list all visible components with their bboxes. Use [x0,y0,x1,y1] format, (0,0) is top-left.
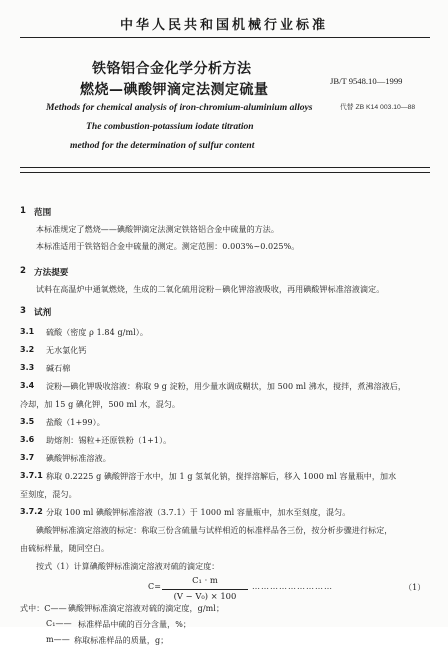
title-cn-line2: 燃烧—碘酸钾滴定法测定硫量 [80,82,269,98]
where-c1-symbol: C₁—— [46,619,72,628]
section-3-number: 3 [20,306,26,316]
section-2-line1: 试料在高温炉中通氧燃烧，生成的二氧化硫用淀粉－碘化钾溶液吸收，再用碘酸钾标准溶液滴定。 [36,285,385,294]
title-en-line1: Methods for chemical analysis of iron-chromium-aluminium alloys [46,102,313,113]
where-c-text: 碘酸钾标准滴定溶液对硫的滴定度，g/ml； [68,604,225,613]
document-page: 中华人民共和国机械行业标准 铁铬铝合金化学分析方法 燃烧—碘酸钾滴定法测定硫量 JB/T 9548.10—1999 代替 ZB K14 003.10—88 Methods for chemical analysis of iron-chromium-aluminium alloys The combustion-potassium iodate titration method for the determination of sulfur content 1 范围 本标准规定了燃烧——碘酸钾滴定法测定铁铬铝合金中硫量的方法。 本标准适用于铁铬铝合金中硫量的测定。测定范围：0.003%~0.025%。 2 方法提要 试料在高温炉中通氧燃烧，生成的二氧化硫用淀粉－碘化钾溶液吸收，再用碘酸钾标准溶液滴定。 3 试剂 3.1 硫酸（密度 ρ 1.84 g/ml）。 3.2 无水氯化钙 3.3 碱石棉 3.4 淀粉—碘化钾吸收溶液：称取 9 g 淀粉，用少量水调成糊状，加 500 ml 沸水，搅拌，煮沸溶液后， 冷却，加 15 g 碘化钾，500 ml 水，混匀。 3.5 盐酸（1+99）。 3.6 助熔剂：锡粒+还原铁粉（1+1）。 3.7 碘酸钾标准溶液。 3.7.1 称取 0.2225 g 碘酸钾溶于水中，加 1 g 氢氧化钠，搅拌溶解后，移入 1000 ml 容量瓶中，加水 至刻度，混匀。 3.7.2 分取 100 ml 碘酸钾标准溶液（3.7.1）于 1000 ml 容量瓶中，加水至刻度，混匀。 碘酸钾标准滴定溶液的标定：称取三份含硫量与试样相近的标准样品各三份，按分析步骤进行标定， 由硫标样量，随同空白。 按式（1）计算碘酸钾标准滴定溶液对硫的滴定度： C= C₁ · m (V − V₀) × 100 ……………………… （1） 式中：C—— 碘酸钾标准滴定溶液对硫的滴定度，g/ml； C₁—— 标准样品中硫的百分含量，%； m—— 称取标准样品的质量，g； [0,0,448,627]
reagent-3-7-1-text: 称取 0.2225 g 碘酸钾溶于水中，加 1 g 氢氧化钠，搅拌溶解后，移入 1000 ml 容量瓶中，加水 [46,472,397,481]
title-separator-top [20,167,430,168]
reagent-3-1-text: 硫酸（密度 ρ 1.84 g/ml）。 [46,328,149,337]
equation-lhs: C= [148,582,162,591]
section-1-number: 1 [20,206,26,216]
replaces-standard: 代替 ZB K14 003.10—88 [340,104,416,111]
reagent-3-2-number: 3.2 [20,345,35,354]
title-cn-line1: 铁铬铝合金化学分析方法 [92,61,252,77]
reagent-3-4-text: 淀粉—碘化钾吸收溶液：称取 9 g 淀粉，用少量水调成糊状，加 500 ml 沸水，搅拌，煮沸溶液后， [46,382,406,391]
section-1-line2: 本标准适用于铁铬铝合金中硫量的测定。测定范围：0.003%~0.025%。 [36,242,300,251]
title-separator-bottom [20,172,430,173]
calibration-paragraph-line2: 由硫标样量，随同空白。 [20,544,110,553]
standard-number: JB/T 9548.10—1999 [330,76,403,86]
reagent-3-7-2-number: 3.7.2 [20,507,43,516]
formula-intro: 按式（1）计算碘酸钾标准滴定溶液对硫的滴定度： [36,562,220,571]
section-3-heading: 试剂 [34,308,52,318]
reagent-3-6-text: 助熔剂：锡粒+还原铁粉（1+1）。 [46,436,172,445]
calibration-paragraph-line1: 碘酸钾标准滴定溶液的标定：称取三份含硫量与试样相近的标准样品各三份，按分析步骤进行标定， [36,526,393,535]
standard-category-header: 中华人民共和国机械行业标准 [119,18,328,33]
section-2-number: 2 [20,266,26,276]
equation-denominator: (V − V₀) × 100 [173,591,237,601]
reagent-3-7-1-continuation: 至刻度，混匀。 [20,490,77,499]
title-en-line3: method for the determination of sulfur content [70,140,255,151]
reagent-3-5-text: 盐酸（1+99）。 [46,418,105,427]
reagent-3-7-1-number: 3.7.1 [20,471,43,480]
where-m-text: 称取标准样品的质量，g； [74,636,169,645]
reagent-3-1-number: 3.1 [20,327,35,336]
reagent-3-2-text: 无水氯化钙 [46,346,87,355]
reagent-3-7-text: 碘酸钾标准溶液。 [46,454,111,463]
equation-tag: （1） [404,583,426,592]
where-c1-text: 标准样品中硫的百分含量，%； [78,620,192,629]
reagent-3-7-number: 3.7 [20,453,35,462]
title-en-line2: The combustion-potassium iodate titration [86,121,254,132]
reagent-3-4-number: 3.4 [20,381,35,390]
section-2-heading: 方法提要 [34,268,69,278]
reagent-3-4-continuation: 冷却，加 15 g 碘化钾，500 ml 水，混匀。 [20,400,181,409]
section-1-line1: 本标准规定了燃烧——碘酸钾滴定法测定铁铬铝合金中硫量的方法。 [36,225,279,234]
where-m-symbol: m—— [46,635,70,644]
reagent-3-3-text: 碱石棉 [46,364,71,373]
reagent-3-5-number: 3.5 [20,417,35,426]
reagent-3-6-number: 3.6 [20,435,35,444]
section-1-heading: 范围 [34,208,52,218]
equation-numerator: C₁ · m [192,575,218,585]
header-rule [20,37,430,38]
equation-fraction-bar [162,589,248,590]
reagent-3-7-2-text: 分取 100 ml 碘酸钾标准溶液（3.7.1）于 1000 ml 容量瓶中，加水至刻度，混匀。 [46,508,351,517]
reagent-3-3-number: 3.3 [20,363,35,372]
where-c-symbol: 式中：C—— [20,604,67,613]
